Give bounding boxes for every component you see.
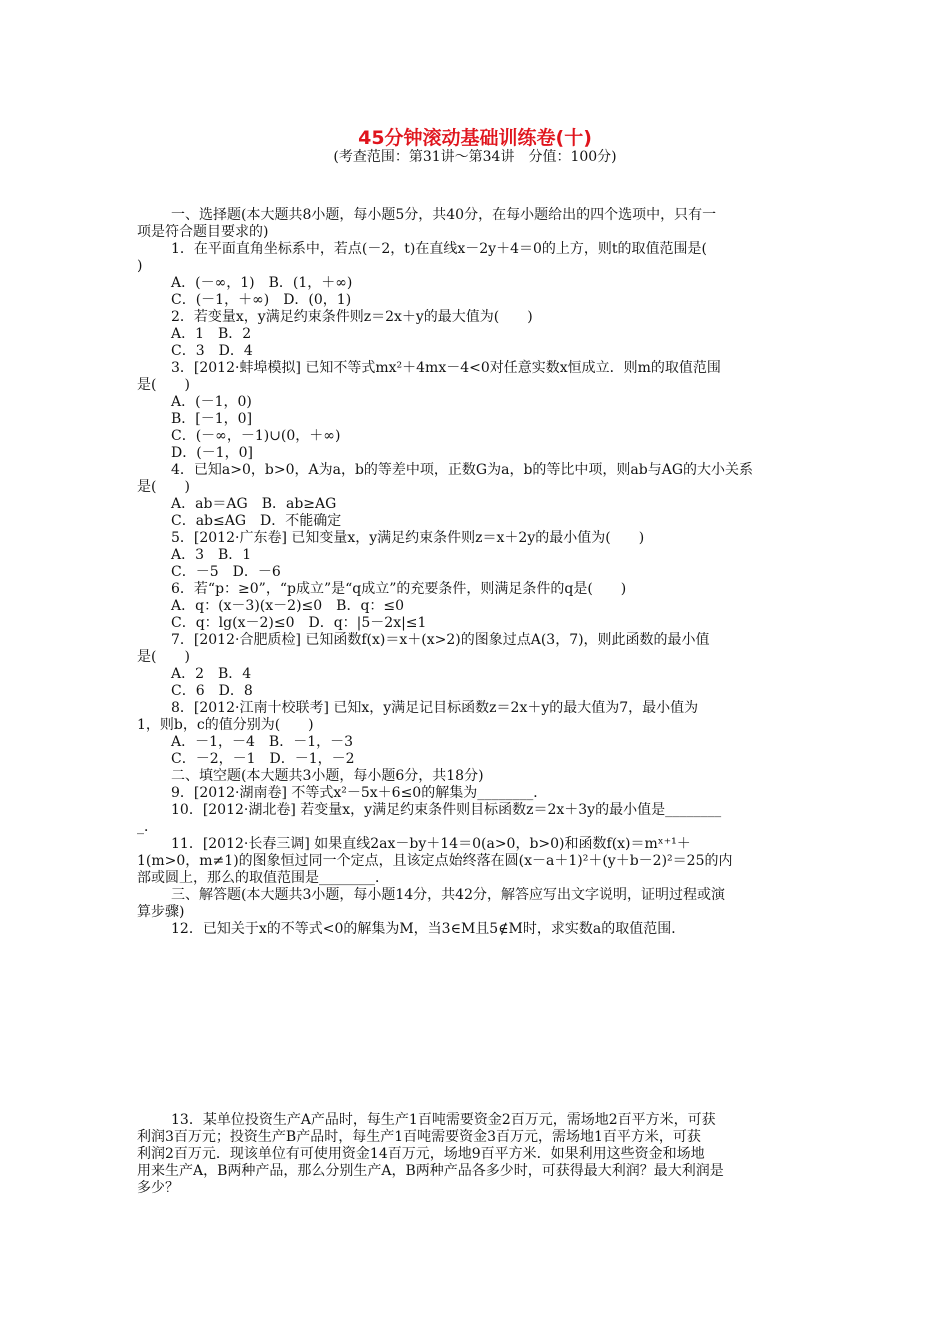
text-line: C．(－∞，－1)∪(0，＋∞): [171, 428, 341, 444]
text-line: 二、填空题(本大题共3小题，每小题6分，共18分): [171, 768, 484, 784]
text-line: A．2 B．4: [171, 666, 252, 682]
text-line: 8．[2012·江南十校联考] 已知x，y满足记目标函数z＝2x＋y的最大值为7，最小值为: [171, 700, 699, 716]
text-line: _．: [137, 819, 158, 835]
text-line: 是( ): [137, 649, 190, 665]
text-line: 13．某单位投资生产A产品时，每生产1百吨需要资金2百万元，需场地2百平方米，可获: [171, 1112, 716, 1128]
text-line: C．(－1，＋∞) D．(0，1): [171, 292, 352, 308]
text-line: 一、选择题(本大题共8小题，每小题5分，共40分，在每小题给出的四个选项中，只有一: [171, 207, 717, 223]
text-line: A．(－∞，1) B．(1，＋∞): [171, 275, 353, 291]
text-line: A．(－1，0): [171, 394, 252, 410]
text-line: 算步骤): [137, 904, 185, 920]
text-line: 利润3百万元；投资生产B产品时，每生产1百吨需要资金3百万元，需场地1百平方米，可获: [137, 1129, 701, 1145]
text-line: 1(m>0，m≠1)的图象恒过同一个定点，且该定点始终落在圆(x－a＋1)²＋(y＋b－2)²＝25的内: [137, 853, 733, 869]
text-line: 6．若“p：≥0”，“p成立”是“q成立”的充要条件，则满足条件的q是( ): [171, 581, 627, 597]
text-line: 5．[2012·广东卷] 已知变量x，y满足约束条件则z＝x＋2y的最小值为( ): [171, 530, 645, 546]
text-line: C．ab≤AG D．不能确定: [171, 513, 342, 529]
questions-section-1: [137, 207, 817, 938]
text-line: D．(－1，0]: [171, 445, 253, 461]
text-line: ): [137, 258, 143, 274]
text-line: 11．[2012·长春三调] 如果直线2ax－by＋14＝0(a>0，b>0)和函数f(x)＝mˣ⁺¹＋: [171, 836, 691, 852]
text-line: A．1 B．2: [171, 326, 252, 342]
text-line: 是( ): [137, 479, 190, 495]
page-subtitle: (考查范围：第31讲～第34讲 分值：100分): [333, 149, 617, 165]
text-line: 部或圆上，那么的取值范围是________．: [137, 870, 389, 886]
text-line: A．q：(x－3)(x－2)≤0 B．q：≤0: [171, 598, 405, 614]
text-line: 1．在平面直角坐标系中，若点(－2，t)在直线x－2y＋4＝0的上方，则t的取值范围是(: [171, 241, 707, 257]
text-line: 3．[2012·蚌埠模拟] 已知不等式mx²＋4mx－4<0对任意实数x恒成立．则m的取值范围: [171, 360, 721, 376]
text-line: C．3 D．4: [171, 343, 253, 359]
text-line: 是( ): [137, 377, 190, 393]
text-line: C．－5 D．－6: [171, 564, 281, 580]
text-line: 4．已知a>0，b>0，A为a，b的等差中项，正数G为a，b的等比中项，则ab与AG的大小关系: [171, 462, 754, 478]
text-line: A．－1，－4 B．－1，－3: [171, 734, 354, 750]
text-line: 项是符合题目要求的): [137, 224, 269, 240]
page-title: 45分钟滚动基础训练卷(十): [358, 127, 592, 149]
text-line: 2．若变量x，y满足约束条件则z＝2x＋y的最大值为( ): [171, 309, 533, 325]
questions-section-2: [137, 1112, 817, 1197]
text-line: 10．[2012·湖北卷] 若变量x，y满足约束条件则目标函数z＝2x＋3y的最小值是________: [171, 802, 722, 818]
text-line: 12．已知关于x的不等式<0的解集为M，当3∈M且5∉M时，求实数a的取值范围．: [171, 921, 686, 937]
text-line: 1，则b，c的值分别为( ): [137, 717, 314, 733]
text-line: B．[－1，0]: [171, 411, 253, 427]
text-line: C．q：lg(x－2)≤0 D．q：|5－2x|≤1: [171, 615, 427, 631]
text-line: 9．[2012·湖南卷] 不等式x²－5x＋6≤0的解集为________．: [171, 785, 548, 801]
text-line: C．6 D．8: [171, 683, 253, 699]
text-line: A．3 B．1: [171, 547, 252, 563]
text-line: C．－2，－1 D．－1，－2: [171, 751, 355, 767]
text-line: 用来生产A，B两种产品，那么分别生产A，B两种产品各多少时，可获得最大利润？最大利润是: [137, 1163, 724, 1179]
text-line: 三、解答题(本大题共3小题，每小题14分，共42分，解答应写出文字说明，证明过程或演: [171, 887, 725, 903]
text-line: 7．[2012·合肥质检] 已知函数f(x)＝x＋(x>2)的图象过点A(3，7)，则此函数的最小值: [171, 632, 710, 648]
text-line: 多少？: [137, 1180, 179, 1196]
text-line: 利润2百万元．现该单位有可使用资金14百万元，场地9百平方米．如果利用这些资金和场地: [137, 1146, 705, 1162]
text-line: A．ab＝AG B．ab≥AG: [171, 496, 337, 512]
